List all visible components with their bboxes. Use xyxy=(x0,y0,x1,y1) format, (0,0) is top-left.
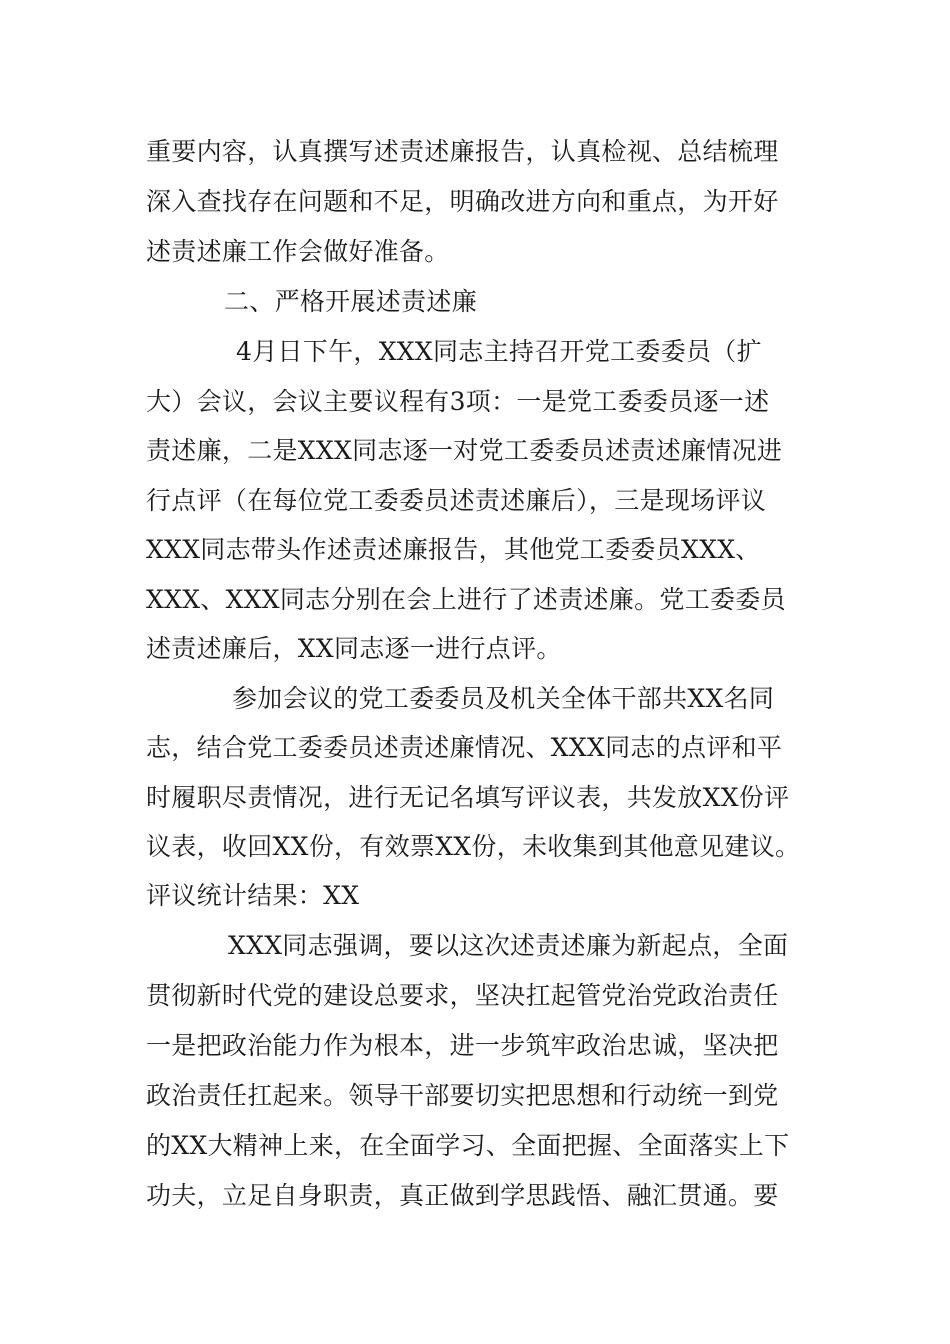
text-line: 责述廉，二是XXX同志逐一对党工委委员述责述廉情况进 xyxy=(146,436,783,465)
text-line: 一是把政治能力作为根本，进一步筑牢政治忠诚，坚决把 xyxy=(146,1031,779,1060)
text-line: 深入查找存在问题和不足，明确改进方向和重点，为开好 xyxy=(146,187,779,216)
text-line: 议表，收回XX份，有效票XX份，未收集到其他意见建议。 xyxy=(146,832,801,861)
text-line: 大）会议，会议主要议程有3项：一是党工委委员逐一述 xyxy=(146,387,770,416)
text-line: 述责述廉工作会做好准备。 xyxy=(146,237,450,266)
text-line: 政治责任扛起来。领导干部要切实把思想和行动统一到党 xyxy=(146,1081,779,1110)
text-line: 功夫，立足自身职责，真正做到学思践悟、融汇贯通。要 xyxy=(146,1181,779,1210)
section-heading: 二、严格开展述责述廉 xyxy=(224,287,478,316)
text-line: 行点评（在每位党工委委员述责述廉后），三是现场评议 xyxy=(146,486,767,515)
text-line: XXX同志强调，要以这次述责述廉为新起点，全面 xyxy=(228,931,789,960)
text-line: 评议统计结果：XX xyxy=(146,881,360,910)
text-line: 贯彻新时代党的建设总要求，坚决扛起管党治党政治责任 xyxy=(146,981,779,1010)
text-line: 时履职尽责情况，进行无记名填写评议表，共发放XX份评 xyxy=(146,783,790,812)
text-line: 的XX大精神上来，在全面学习、全面把握、全面落实上下 xyxy=(146,1131,790,1160)
text-line: 参加会议的党工委委员及机关全体干部共XX名同 xyxy=(232,684,775,713)
text-line: 述责述廉后，XX同志逐一进行点评。 xyxy=(146,634,562,663)
text-line: 志，结合党工委委员述责述廉情况、XXX同志的点评和平 xyxy=(146,733,783,762)
text-line: XXX同志带头作述责述廉报告，其他党工委委员XXX、 xyxy=(146,535,761,564)
text-line: 重要内容，认真撰写述责述廉报告，认真检视、总结梳理 xyxy=(146,137,779,166)
text-line: 4月日下午，XXX同志主持召开党工委委员（扩 xyxy=(236,337,762,366)
text-line: XXX、XXX同志分别在会上进行了述责述廉。党工委委员 xyxy=(146,585,786,614)
